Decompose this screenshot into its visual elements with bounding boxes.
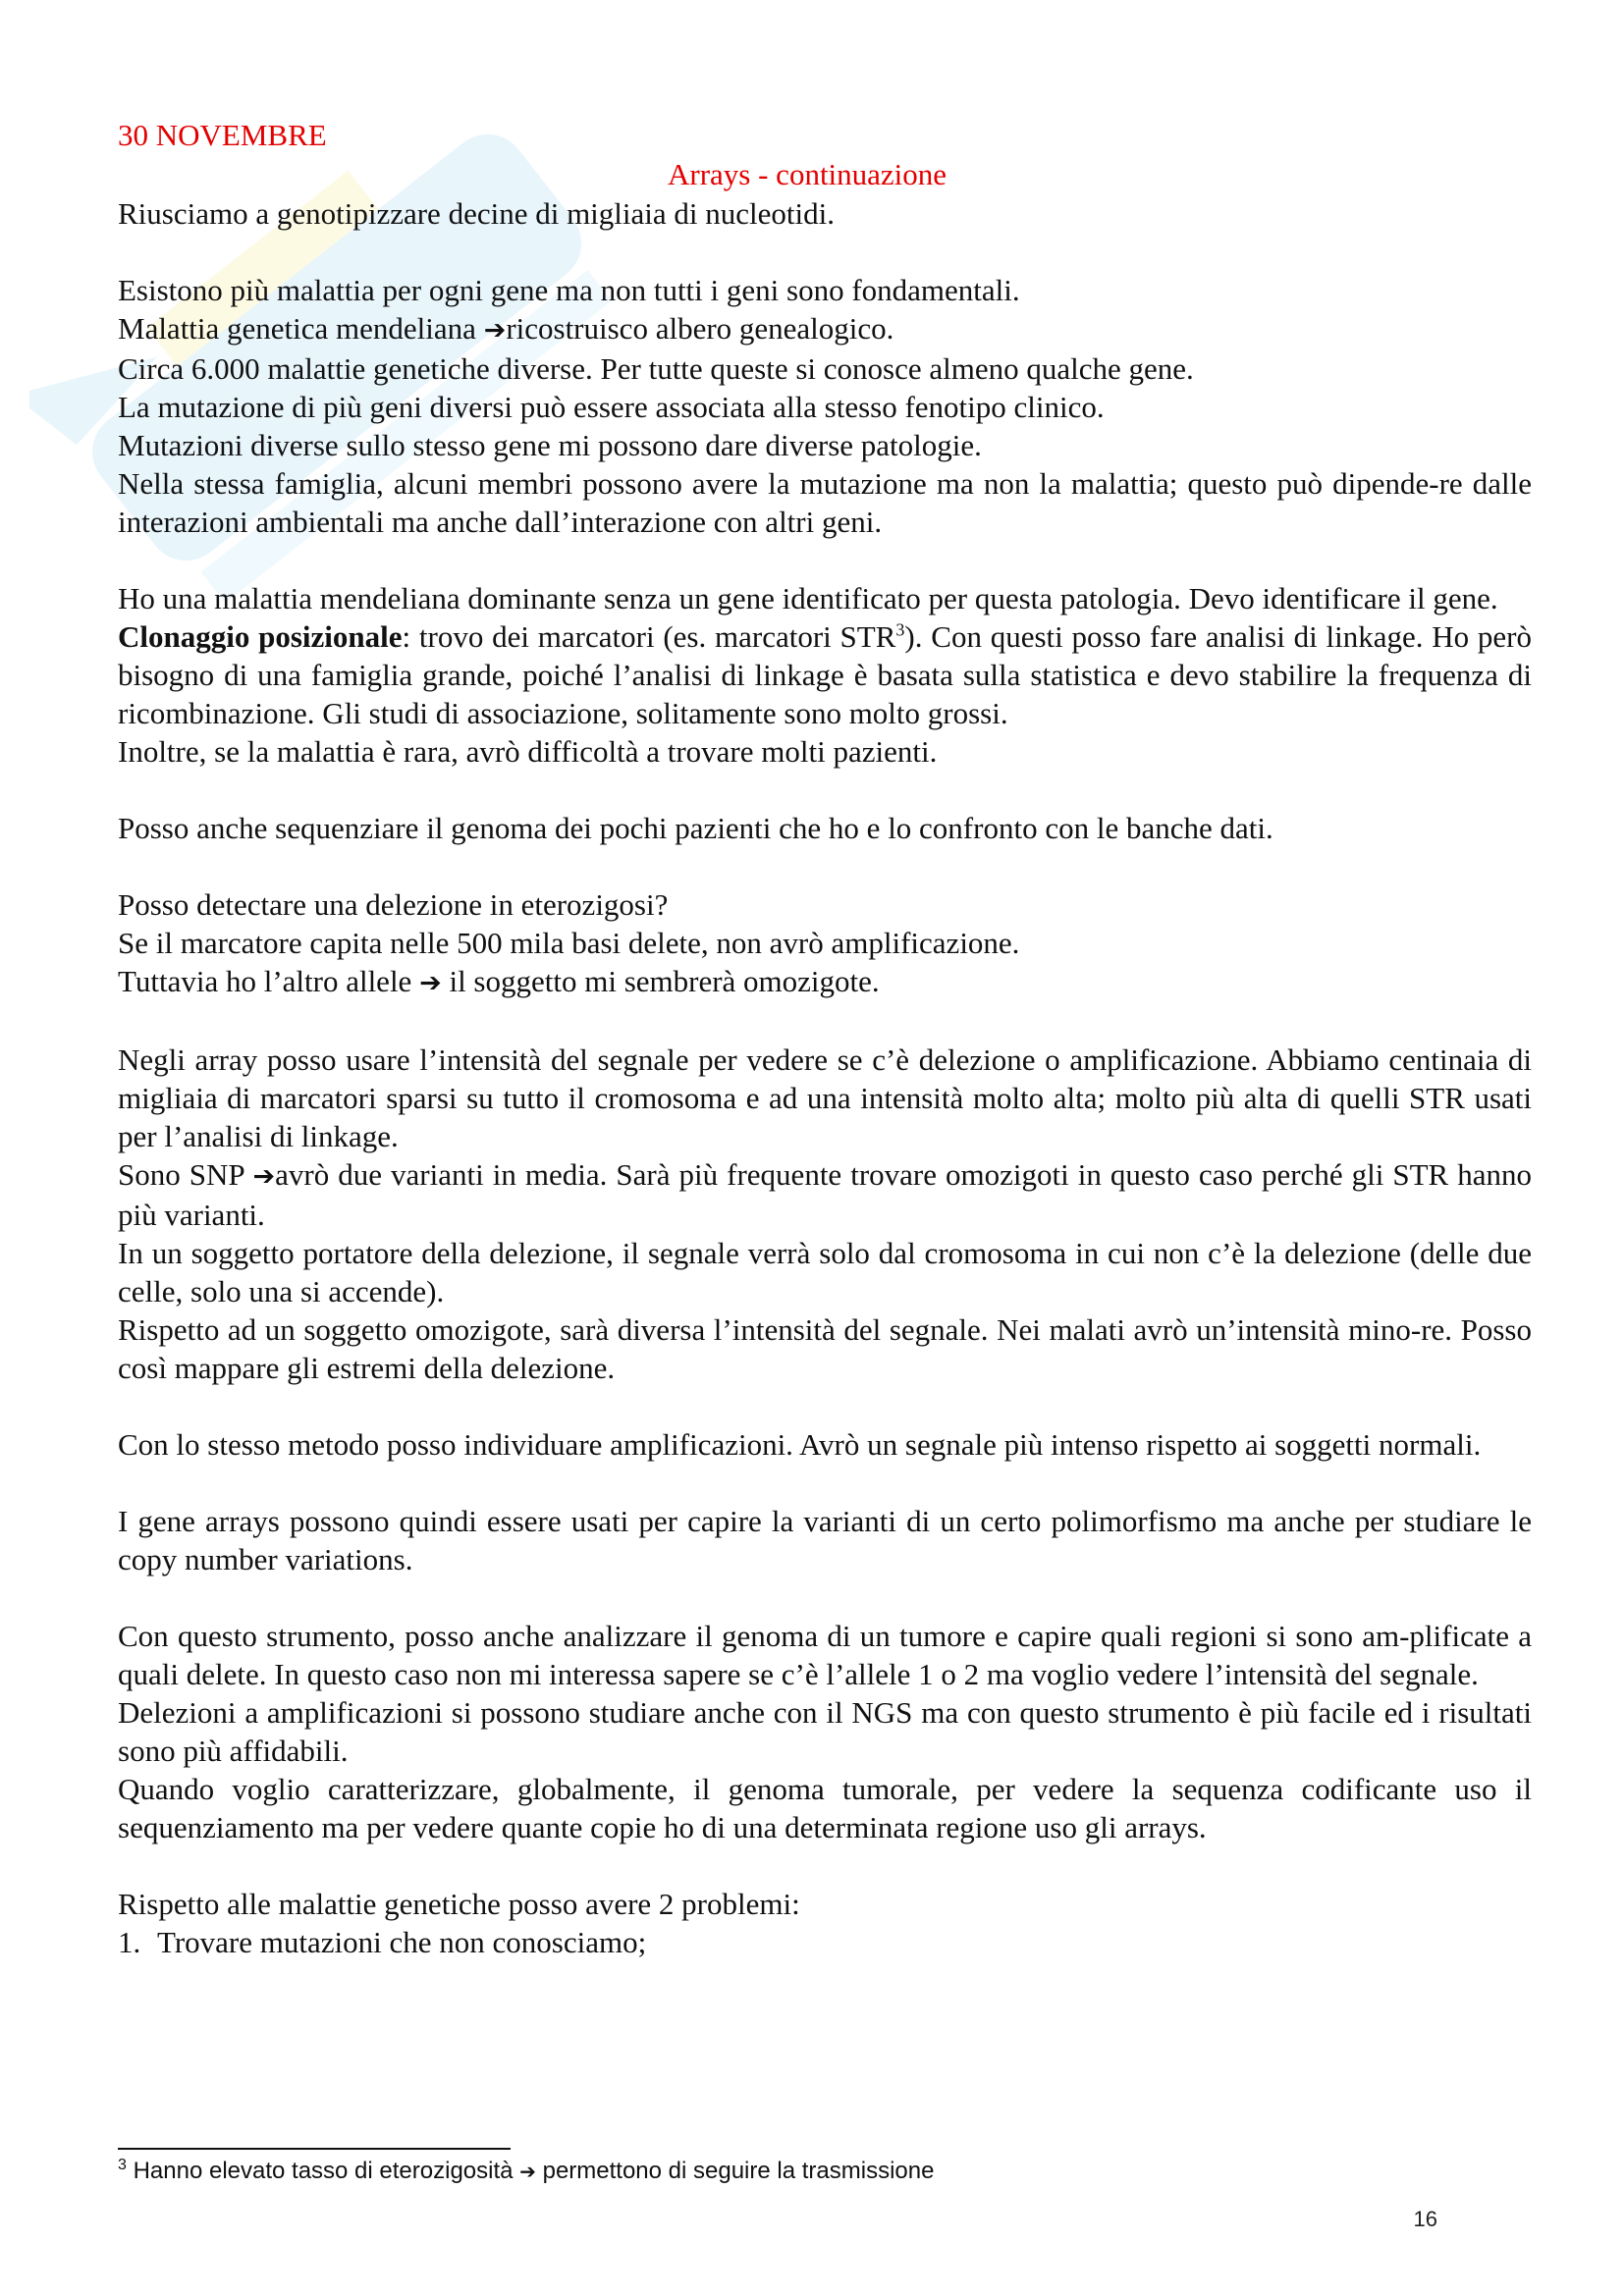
paragraph-gene-arrays: I gene arrays possono quindi essere usati per capire la varianti di un certo polimorfismo ma anche per studiare le copy number variations. — [118, 1504, 1532, 1576]
paragraph-carrier: In un soggetto portatore della delezione, il segnale verrà solo dal cromosoma in cui non c’è la delezione (delle due celle, solo una si accende). — [118, 1236, 1532, 1308]
paragraph-gap — [118, 847, 1532, 885]
text-span: avrò due varianti in media. Sarà più frequente trovare omozigoti in questo caso perché gli STR hanno più varianti. — [118, 1157, 1532, 1232]
paragraph-gap — [118, 1002, 1532, 1041]
paragraph-diseases-1: Esistono più malattia per ogni gene ma non tutti i geni sono fondamentali. — [118, 273, 1020, 307]
paragraph-sequencing: Posso anche sequenziare il genoma dei pochi pazienti che ho e lo confronto con le banche dati. — [118, 811, 1273, 845]
paragraph-diseases-3: Circa 6.000 malattie genetiche diverse. Per tutte queste si conosce almeno qualche gene. — [118, 351, 1194, 386]
paragraph-rare-disease: Inoltre, se la malattia è rara, avrò difficoltà a trovare molti pazienti. — [118, 734, 938, 769]
footnote — [118, 2157, 934, 2186]
paragraph-gap — [118, 1846, 1532, 1885]
paragraph-diseases-5: Mutazioni diverse sullo stesso gene mi possono dare diverse patologie. — [118, 428, 982, 462]
paragraph-diseases-6: Nella stessa famiglia, alcuni membri possono avere la mutazione ma non la malattia; questo può dipende-re dalle interazioni ambientali ma anche dall’interazione con altri geni. — [118, 466, 1532, 539]
text-span: Malattia genetica mendeliana — [118, 311, 484, 346]
paragraph-snp — [118, 1155, 1532, 1234]
arrow-right-icon: ➔ — [483, 315, 507, 346]
paragraph-dominant: Ho una malattia mendeliana dominante senza un gene identificato per questa patologia. Devo identificare il gene. — [118, 581, 1498, 615]
text-span: Sono SNP — [118, 1157, 253, 1192]
paragraph-diseases-2 — [118, 309, 1532, 349]
paragraph-problems: Rispetto alle malattie genetiche posso avere 2 problemi: — [118, 1887, 800, 1921]
page-number: 16 — [1413, 2207, 1437, 2231]
footnote-number: 3 — [118, 2157, 127, 2173]
arrow-right-icon: ➔ — [252, 1161, 276, 1192]
text-span: Hanno elevato tasso di eterozigosità — [126, 2158, 520, 2184]
document-body — [118, 116, 1532, 1961]
text-span: permettono di seguire la trasmissione — [535, 2158, 935, 2184]
paragraph-gap — [118, 541, 1532, 579]
paragraph-deletion-allele — [118, 962, 1532, 1002]
term-positional-cloning: Clonaggio posizionale — [118, 619, 403, 654]
paragraph-ngs: Delezioni a amplificazioni si possono studiare anche con il NGS ma con questo strumento è più facile ed i risultati sono più affidabili. — [118, 1695, 1532, 1768]
text-span: ). Con questi posso fare analisi di linkage. Ho però bisogno di una famiglia grande, poiché l’analisi di linkage è basata sulla statistica e devo stabilire la frequenza di ricombinazione. Gli studi di associazione, solitamente sono molto grossi. — [118, 619, 1533, 730]
text-span: ricostruisco albero genealogico. — [506, 311, 894, 346]
footnote-divider — [118, 2148, 511, 2150]
paragraph-gap — [118, 233, 1532, 271]
paragraph-homozygote: Rispetto ad un soggetto omozigote, sarà diversa l’intensità del segnale. Nei malati avrò un’intensità mino-re. Posso così mappare gli estremi della delezione. — [118, 1312, 1532, 1385]
list-item — [118, 1923, 1532, 1961]
paragraph-gap — [118, 1578, 1532, 1617]
paragraph-diseases-4: La mutazione di più geni diversi può essere associata alla stesso fenotipo clinico. — [118, 390, 1105, 424]
paragraph-signal-intensity: Negli array posso usare l’intensità del segnale per vedere se c’è delezione o amplificazione. Abbiamo centinaia di migliaia di marcatori sparsi su tutto il cromosoma e ad una intensità molto alta; molto più alta di quelli STR usati per l’analisi di linkage. — [118, 1042, 1532, 1153]
arrow-right-icon: ➔ — [419, 968, 442, 998]
paragraph-characterize: Quando voglio caratterizzare, globalmente, il genoma tumorale, per vedere la sequenza codificante uso il sequenziamento ma per vedere quante copie ho di una determinata regione uso gli arrays. — [118, 1772, 1532, 1844]
footnote-reference[interactable]: 3 — [895, 619, 905, 640]
paragraph-gap — [118, 771, 1532, 809]
text-span: il soggetto mi sembrerà omozigote. — [441, 964, 880, 998]
paragraph-deletion-marker: Se il marcatore capita nelle 500 mila basi delete, non avrò amplificazione. — [118, 926, 1020, 960]
paragraph-amplification: Con lo stesso metodo posso individuare amplificazioni. Avrò un segnale più intenso rispetto ai soggetti normali. — [118, 1427, 1482, 1462]
date-heading: 30 NOVEMBRE — [118, 118, 327, 152]
paragraph-deletion-question: Posso detectare una delezione in eterozigosi? — [118, 887, 669, 922]
paragraph-gap — [118, 1464, 1532, 1502]
paragraph-genotyping: Riusciamo a genotipizzare decine di migliaia di nucleotidi. — [118, 196, 835, 231]
paragraph-positional-cloning — [118, 617, 1532, 732]
paragraph-gap — [118, 1387, 1532, 1425]
arrow-right-icon: ➔ — [519, 2160, 536, 2183]
paragraph-tumor: Con questo strumento, posso anche analizzare il genoma di un tumore e capire quali regioni si sono am-plificate a quali delete. In questo caso non mi interessa sapere se c’è l’allele 1 o 2 ma voglio vedere l’intensità del segnale. — [118, 1619, 1532, 1691]
text-span: : trovo dei marcatori (es. marcatori STR — [402, 619, 896, 654]
text-span: Tuttavia ho l’altro allele — [118, 964, 420, 998]
list-item-text: Trovare mutazioni che non conosciamo; — [157, 1925, 647, 1959]
problems-list — [118, 1923, 1532, 1961]
section-title: Arrays - continuazione — [668, 157, 947, 191]
list-item-number: 1. — [118, 1925, 141, 1959]
